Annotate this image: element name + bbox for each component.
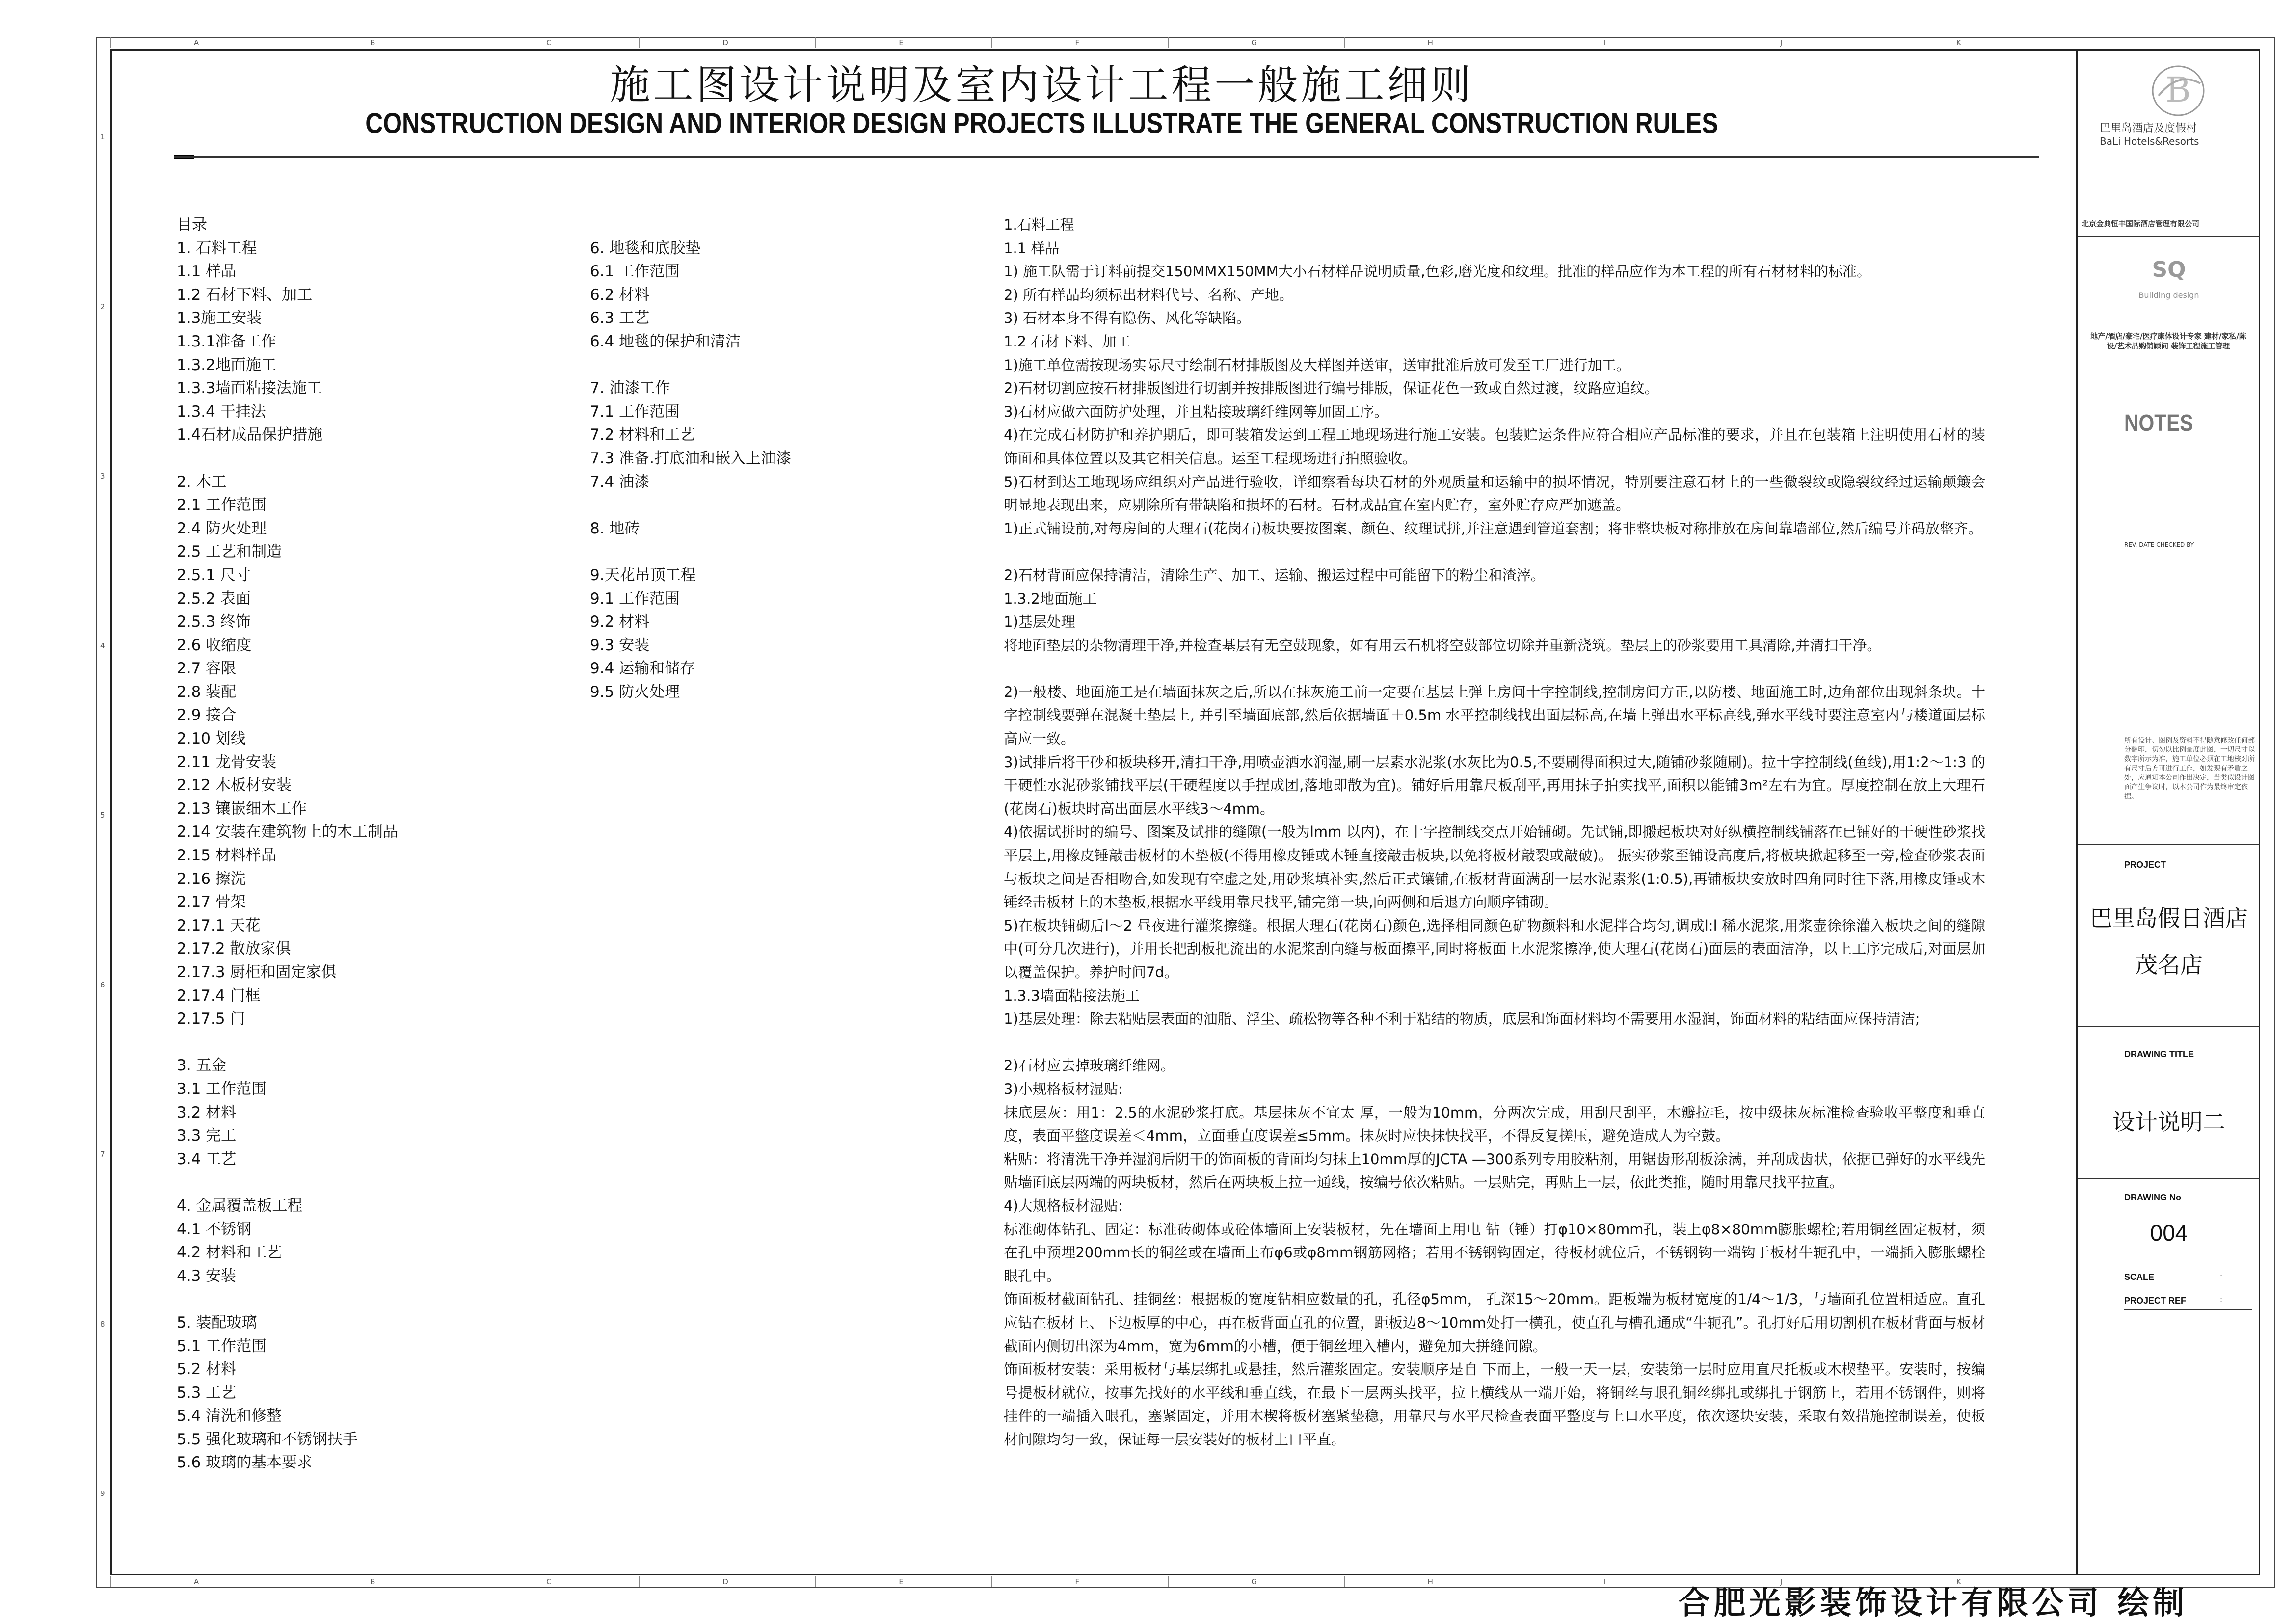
title-block — [2076, 49, 2260, 1575]
toc-item: 7.1 工作范围 — [590, 402, 680, 421]
design-logo-subtitle: Building design — [2138, 291, 2199, 300]
grid-tick — [639, 37, 640, 48]
toc-item: 1.3.3墙面粘接法施工 — [177, 379, 322, 398]
grid-row-label: 9 — [100, 1489, 105, 1498]
project-ref-value: : — [2220, 1295, 2223, 1304]
toc-item: 2.11 龙骨安装 — [177, 753, 276, 771]
toc-item: 6.3 工艺 — [590, 309, 650, 327]
spec-paragraph: 1.3.3墙面粘接法施工 — [1004, 987, 1140, 1004]
spec-paragraph: 2)石材切割应按石材排版图进行切割并按排版图进行编号排版，保证花色一致或自然过渡，纹路应追纹。 — [1004, 380, 1659, 397]
toc-item: 5.5 强化玻璃和不锈钢扶手 — [177, 1430, 358, 1448]
toc-item: 5.4 清洗和修整 — [177, 1407, 282, 1425]
grid-column-label: G — [1251, 1577, 1257, 1586]
toc-item: 9.天花吊顶工程 — [590, 566, 696, 584]
toc-item: 4.3 安装 — [177, 1267, 237, 1285]
toc-item: 1.3.2地面施工 — [177, 356, 276, 374]
spec-paragraph: 1) 施工队需于订料前提交150MMX150MM大小石材样品说明质量,色彩,磨光度和纹理。批准的样品应作为本工程的所有石材材料的标准。 — [1004, 263, 1871, 280]
spec-paragraph: 饰面板材截面钻孔、挂铜丝：根据板的宽度钻相应数量的孔，孔径φ5mm， 孔深15～20mm。距板端为板材宽度的1/4～1/3，与墙面孔位置相适应。直孔应钻在板材上、下边板厚的中心，再在板背面直孔的位置，距板边8～10mm处打一横孔，使直孔与槽孔通成“牛轭孔”。孔打好后用切割机在板材背面与板材截面内侧切出深为4mm，宽为6mm的小槽，便于铜丝埋入槽内，避免加大拼缝间隙。 — [1004, 1291, 1985, 1355]
spec-paragraph: 3)小规格板材湿贴: — [1004, 1081, 1123, 1098]
spec-paragraph: 4)在完成石材防护和养护期后，即可装箱发运到工程工地现场进行施工安装。包装贮运条件应符合相应产品标准的要求，并且在包装箱上注明使用石材的装饰面和具体位置以及其它相关信息。运至工程现场进行拍照验收。 — [1004, 426, 1985, 467]
grid-column-label: A — [194, 1577, 199, 1586]
spec-paragraph: 2) 所有样品均须标出材料代号、名称、产地。 — [1004, 286, 1293, 303]
grid-column-label: J — [1780, 38, 1783, 47]
spec-paragraph: 1)施工单位需按现场实际尺寸绘制石材排版图及大样图并送审，送审批准后放可发至工厂进行加工。 — [1004, 356, 1630, 373]
disclaimer-text: 所有设计、图例及资料不得随意修改任何部分翻印，切勿以比例量度此图，一切尺寸以数字所示为准，施工单位必须在工地核对所有尺寸后方可进行工作，如发现有矛盾之处，应通知本公司作出决定，当类似设计图面产生争议时，以本公司作为最终审定依据。 — [2124, 737, 2255, 800]
toc-item — [590, 494, 791, 517]
toc-item: 7.2 材料和工艺 — [590, 426, 695, 444]
toc-item: 3.3 完工 — [177, 1127, 237, 1145]
toc-item — [177, 1288, 398, 1311]
grid-column-label: D — [722, 38, 728, 47]
toc-item: 2.12 木板材安装 — [177, 776, 292, 795]
toc-item: 5.3 工艺 — [177, 1384, 237, 1402]
toc-item: 7. 油漆工作 — [590, 379, 670, 398]
toc-item: 2.17.5 门 — [177, 1010, 245, 1028]
company-name: 北京金典恒丰国际酒店管理有限公司 — [2082, 219, 2200, 228]
spec-paragraph: 1.2 石材下料、加工 — [1004, 333, 1131, 350]
toc-item: 1.1 样品 — [177, 263, 237, 281]
grid-column-label: B — [370, 38, 375, 47]
grid-row-label: 4 — [100, 641, 105, 650]
grid-tick — [639, 1576, 640, 1587]
brand-name-en: BaLi Hotels&Resorts — [2100, 135, 2199, 147]
spec-paragraph: 3)石材应做六面防护处理，并且粘接玻璃纤维网等加固工序。 — [1004, 403, 1388, 420]
toc-item: 6.1 工作范围 — [590, 263, 680, 281]
grid-column-label: J — [1780, 1577, 1783, 1586]
grid-column-label: B — [370, 1577, 375, 1586]
design-logo: SQ — [2152, 257, 2186, 282]
toc-item: 1. 石料工程 — [177, 239, 257, 257]
toc-item: 2.14 安装在建筑物上的木工制品 — [177, 823, 398, 841]
toc-item — [177, 447, 398, 471]
spec-paragraph: 2)石材背面应保持清洁，清除生产、加工、运输、搬运过程中可能留下的粉尘和渣滓。 — [1004, 566, 1545, 584]
divider — [2078, 1026, 2260, 1027]
toc-item: 2.13 镶嵌细木工作 — [177, 799, 307, 818]
toc-item: 7.3 准备.打底油和嵌入上油漆 — [590, 449, 792, 467]
page-title-english: CONSTRUCTION DESIGN AND INTERIOR DESIGN PROJECTS ILLUSTRATE THE GENERAL CONSTRUCTION RULES — [365, 107, 1718, 139]
title-rule — [174, 156, 2039, 158]
grid-tick — [991, 1576, 992, 1587]
grid-column-label: E — [899, 1577, 904, 1586]
svg-text:B: B — [2165, 70, 2191, 110]
grid-tick — [1168, 1576, 1169, 1587]
grid-tick — [815, 1576, 816, 1587]
grid-row-label: 1 — [100, 133, 105, 141]
toc-item: 2.17 骨架 — [177, 893, 246, 911]
grid-column-label: F — [1075, 38, 1080, 47]
grid-column-label: K — [1956, 1577, 1961, 1586]
toc-item: 5.2 材料 — [177, 1360, 237, 1379]
grid-tick — [991, 37, 992, 48]
grid-tick — [110, 37, 111, 48]
grid-column-label: C — [546, 38, 552, 47]
grid-column-label: A — [194, 38, 199, 47]
toc-item: 6. 地毯和底胶垫 — [590, 239, 701, 257]
toc-item: 4. 金属覆盖板工程 — [177, 1197, 303, 1215]
toc-item: 2.8 装配 — [177, 683, 237, 701]
spec-paragraph: 2)石材应去掉玻璃纤维网。 — [1004, 1057, 1175, 1074]
grid-column-label: H — [1427, 38, 1433, 47]
table-of-contents-middle — [590, 213, 791, 704]
toc-item: 9.4 运输和储存 — [590, 660, 695, 678]
toc-item: 2.10 划线 — [177, 730, 246, 748]
grid-row-label: 5 — [100, 811, 105, 820]
brand-name-cn: 巴里岛酒店及度假村 — [2100, 122, 2197, 134]
toc-item: 9.2 材料 — [590, 613, 650, 631]
toc-item: 2. 木工 — [177, 473, 227, 491]
drawing-title: 设计说明二 — [2112, 1109, 2225, 1135]
project-ref-label: PROJECT REF — [2124, 1296, 2187, 1305]
spec-paragraph: 3)试排后将干砂和板块移开,清扫干净,用喷壶洒水润湿,刷一层素水泥浆(水灰比为0.5,不要刷得面积过大,随铺砂浆随刷)。拉十字控制线(鱼线),用1:2～1:3 的干硬性水泥砂浆铺找平层(干硬程度以手捏成团,落地即散为宜)。铺好后用靠尺板刮平,再用抹子拍实找平,面积以能铺3m²左右为宜。厚度控制在放上大理石(花岗石)板块时高出面层水平线3～4mm。 — [1004, 753, 1985, 817]
toc-item: 2.7 容限 — [177, 660, 237, 678]
toc-item: 2.15 材料样品 — [177, 847, 276, 865]
spec-paragraph: 5)在板块铺砌后l～2 昼夜进行灌浆擦缝。根据大理石(花岗石)颜色,选择相同颜色矿物颜料和水泥拌合均匀,调成l:l 稀水泥浆,用浆壶徐徐灌入板块之间的缝隙中(可分几次进行)，并用长把刮板把流出的水泥浆刮向缝与板面擦平,同时将板面上水泥浆擦净,使大理石(花岗石)面层的表面洁净，以上工序完成后,对面层加以覆盖保护。养护时间7d。 — [1004, 917, 1985, 981]
scale-label: SCALE — [2124, 1272, 2155, 1282]
toc-item: 目录 — [177, 216, 207, 234]
toc-item: 3. 五金 — [177, 1057, 227, 1075]
revision-header: REV. DATE CHECKED BY — [2124, 541, 2194, 548]
toc-item — [177, 1171, 398, 1195]
spec-paragraph: 标准砌体钻孔、固定：标准砖砌体或砼体墙面上安装板材，先在墙面上用电 钻（锤）打φ10×80mm孔，装上φ8×80mm膨胀螺栓;若用铜丝固定板材，须在孔中预埋200mm长的铜丝或在墙面上布φ6或φ8mm钢筋网格；若用不锈钢钩固定，待板材就位后，不锈钢钩一端钩于板材牛轭孔中，一端插入膨胀螺栓眼孔中。 — [1004, 1221, 1985, 1284]
toc-item: 5. 装配玻璃 — [177, 1313, 257, 1331]
spec-paragraph: 3) 石材本身不得有隐伤、风化等缺陷。 — [1004, 310, 1251, 327]
toc-item: 5.1 工作范围 — [177, 1337, 267, 1355]
drawing-number-label: DRAWING No — [2124, 1193, 2181, 1202]
grid-tick — [1168, 37, 1169, 48]
grid-column-label: I — [1603, 38, 1606, 47]
toc-item: 4.1 不锈钢 — [177, 1220, 252, 1238]
design-description: 地产/酒店/豪宅/医疗康体设计专家 建材/家私/陈设/艺术品购销顾问 装饰工程施工管理 — [2090, 332, 2246, 350]
toc-item: 2.16 擦洗 — [177, 870, 246, 888]
divider — [2078, 236, 2260, 237]
grid-column-label: H — [1427, 1577, 1433, 1586]
spec-paragraph: 1.石料工程 — [1004, 216, 1074, 233]
toc-item: 3.4 工艺 — [177, 1150, 237, 1168]
toc-item — [177, 1031, 398, 1055]
notes-label: NOTES — [2124, 410, 2193, 436]
grid-row-label: 3 — [100, 472, 105, 481]
toc-item — [590, 213, 791, 237]
divider — [2124, 1309, 2252, 1310]
grid-row-label: 2 — [100, 302, 105, 311]
spec-paragraph: 1.3.2地面施工 — [1004, 590, 1097, 607]
spec-paragraph: 1)正式铺设前,对每房间的大理石(花岗石)板块要按图案、颜色、纹理试拼,并注意遇到管道套割；将非整块板对称排放在房间靠墙部位,然后编号并码放整齐。 — [1004, 520, 1983, 537]
page-title-chinese: 施工图设计说明及室内设计工程一般施工细则 — [610, 62, 1474, 108]
table-of-contents-left — [177, 213, 398, 1475]
footer-credit: 合肥光影装饰设计有限公司 绘制 — [1679, 1585, 2189, 1622]
divider — [2078, 1178, 2260, 1179]
drawing-number: 004 — [2150, 1220, 2188, 1246]
project-name-line2: 茂名店 — [2135, 952, 2203, 978]
drawing-title-label: DRAWING TITLE — [2124, 1049, 2194, 1059]
toc-item: 7.4 油漆 — [590, 473, 650, 491]
toc-item: 8. 地砖 — [590, 519, 640, 537]
toc-item: 2.5.2 表面 — [177, 589, 251, 608]
project-label: PROJECT — [2124, 860, 2166, 870]
grid-tick — [1344, 37, 1345, 48]
toc-item: 2.17.1 天花 — [177, 916, 261, 934]
spec-paragraph: 抹底层灰：用1：2.5的水泥砂浆打底。基层抹灰不宜太 厚，一般为10mm，分两次完成，用刮尺刮平，木瓣拉毛，按中级抹灰标准检查验收平整度和垂直度，表面平整度误差＜4mm，立面垂直度误差≤5mm。抹灰时应快抹快找平，不得反复搓压，避免造成人为空鼓。 — [1004, 1104, 1985, 1145]
spec-paragraph: 1)基层处理：除去粘贴层表面的油脂、浮尘、疏松物等各种不利于粘结的物质，底层和饰面材料均不需要用水湿润，饰面材料的粘结面应保持清洁; — [1004, 1011, 1920, 1028]
grid-row-label: 8 — [100, 1319, 105, 1329]
divider — [2078, 844, 2260, 845]
toc-item: 9.1 工作范围 — [590, 589, 680, 608]
grid-column-label: C — [546, 1577, 552, 1586]
grid-column-label: F — [1075, 1577, 1080, 1586]
toc-item: 2.9 接合 — [177, 706, 237, 724]
spec-paragraph: 粘贴：将清洗干净并湿润后阴干的饰面板的背面均匀抹上10mm厚的JCTA —300系列专用胶粘剂，用锯齿形刮板涂满，并刮成齿状，依据已弹好的水平线先贴墙面底层两端的两块板材，然后在两块板上拉一通线，按编号依次粘贴。一层贴完，再贴上一层，依此类推，随时用靠尺找平拉直。 — [1004, 1150, 1985, 1191]
spec-paragraph: 4)依据试拼时的编号、图案及试排的缝隙(一般为lmm 以内)，在十字控制线交点开始铺砌。先试铺,即搬起板块对好纵横控制线铺落在已铺好的干硬性砂浆找平层上,用橡皮锤敲击板材的木垫板(不得用橡皮锤或木锤直接敲击板块,以免将板材敲裂或敲破)。 振实砂浆至铺设高度后,将板块掀起移至一旁,检查砂浆表面与板块之间是否相吻合,如发现有空虚之处,用砂浆填补实,然后正式镶铺,在板材背面满刮一层水泥素浆(1:0.5),再铺板块安放时四角同时往下落,用橡皮锤或木锤经击板材上的木垫板,根据水平线用靠尺找平,铺完第一块,向两侧和后退方向顺序铺砌。 — [1004, 824, 1985, 911]
spec-paragraph: 4)大规格板材湿贴: — [1004, 1198, 1123, 1214]
toc-item: 1.3.1准备工作 — [177, 332, 276, 350]
toc-item: 4.2 材料和工艺 — [177, 1244, 282, 1262]
spec-paragraph: 5)石材到达工地现场应组织对产品进行验收，详细察看每块石材的外观质量和运输中的损坏情况，特别要注意石材上的一些微裂纹或隐裂纹经过运输颠簸会明显地表现出来，应剔除所有带缺陷和损坏的石材。石材成品宜在室内贮存，室外贮存应严加遮盖。 — [1004, 473, 1985, 514]
toc-item: 2.4 防火处理 — [177, 519, 267, 537]
toc-item: 6.2 材料 — [590, 286, 650, 304]
grid-tick — [110, 1576, 111, 1587]
grid-row-label: 6 — [100, 980, 105, 989]
grid-column-label: E — [899, 38, 904, 47]
toc-item: 1.4石材成品保护措施 — [177, 426, 323, 444]
toc-item — [590, 540, 791, 564]
toc-item: 2.17.3 厨柜和固定家俱 — [177, 963, 337, 981]
toc-item — [590, 354, 791, 377]
brand-logo-icon — [2149, 61, 2208, 120]
spec-paragraph: 1)基层处理 — [1004, 613, 1075, 631]
toc-item: 2.5 工艺和制造 — [177, 543, 282, 561]
spec-paragraph: 2)一般楼、地面施工是在墙面抹灰之后,所以在抹灰施工前一定要在基层上弹上房间十字控制线,控制房间方正,以防楼、地面施工时,边角部位出现斜条块。十字控制线要弹在混凝土垫层上, 并引至墙面底部,然后依据墙面＋0.5m 水平控制线找出面层标高,在墙上弹出水平标高线,弹水平线时要注意室内与楼道面层标高应一致。 — [1004, 683, 1986, 747]
grid-column-label: I — [1603, 1577, 1606, 1586]
grid-column-label: G — [1251, 38, 1257, 47]
grid-column-label: D — [722, 1577, 728, 1586]
toc-item: 5.6 玻璃的基本要求 — [177, 1454, 313, 1472]
scale-value: : — [2220, 1272, 2223, 1280]
toc-item: 3.1 工作范围 — [177, 1080, 267, 1098]
grid-row-label: 7 — [100, 1150, 105, 1159]
toc-item: 2.6 收缩度 — [177, 636, 252, 654]
toc-item: 1.3.4 干挂法 — [177, 402, 266, 421]
grid-tick — [1344, 1576, 1345, 1587]
grid-column-label: K — [1956, 38, 1961, 47]
grid-column-labels-top — [110, 37, 2074, 49]
specification-body — [1004, 213, 1986, 1448]
toc-item: 2.5.3 终饰 — [177, 613, 251, 631]
toc-item: 2.1 工作范围 — [177, 496, 267, 514]
toc-item: 1.2 石材下料、加工 — [177, 286, 313, 304]
grid-row-labels-left — [98, 49, 110, 1575]
spec-paragraph: 1.1 样品 — [1004, 240, 1060, 257]
toc-item: 2.17.2 散放家俱 — [177, 940, 291, 958]
project-name-line1: 巴里岛假日酒店 — [2090, 905, 2248, 932]
spec-paragraph: 饰面板材安装：采用板材与基层绑扎或悬挂，然后灌浆固定。安装顺序是自 下而上，一般一天一层，安装第一层时应用直尺托板或木楔垫平。安装时，按编号提板材就位，按事先找好的水平线和垂直线，在最下一层两头找平，拉上横线从一端开始，将铜丝与眼孔铜丝绑扎或绑扎于钢筋上，若用不锈钢件，则将挂件的一端插入眼孔，塞紧固定，并用木楔将板材塞紧垫稳，用靠尺与水平尺检查表面平整度与上口水平度，依次逐块安装，采取有效措施控制误差，使板材间隙均匀一致，保证每一层安装好的板材上口平直。 — [1004, 1361, 1985, 1448]
toc-item: 9.3 安装 — [590, 636, 650, 654]
spec-paragraph: 将地面垫层的杂物清理干净,并检查基层有无空鼓现象，如有用云石机将空鼓部位切除并重新浇筑。垫层上的砂浆要用工具清除,并清扫干净。 — [1004, 637, 1881, 654]
toc-item: 1.3施工安装 — [177, 309, 262, 327]
toc-item: 9.5 防火处理 — [590, 683, 680, 701]
grid-tick — [815, 37, 816, 48]
toc-item: 3.2 材料 — [177, 1103, 237, 1121]
toc-item: 2.17.4 门框 — [177, 986, 261, 1005]
toc-item: 6.4 地毯的保护和清洁 — [590, 332, 741, 350]
toc-item: 2.5.1 尺寸 — [177, 566, 251, 584]
